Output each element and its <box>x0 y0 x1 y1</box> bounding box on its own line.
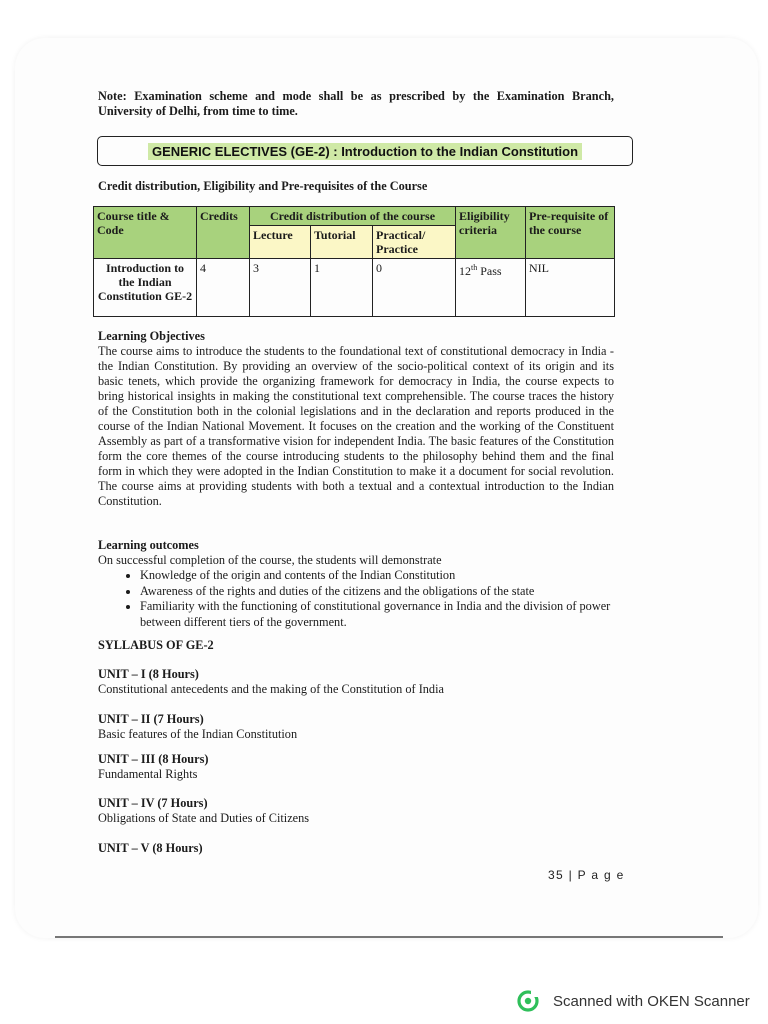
row-lecture: 3 <box>250 259 311 317</box>
header-eligibility: Eligibility criteria <box>456 207 526 259</box>
row-practical: 0 <box>373 259 456 317</box>
unit-title: UNIT – I (8 Hours) <box>98 667 199 681</box>
header-tutorial: Tutorial <box>311 226 373 259</box>
unit-title: UNIT – IV (7 Hours) <box>98 796 208 810</box>
header-prerequisite: Pre-requisite of the course <box>526 207 615 259</box>
ge-title: GENERIC ELECTIVES (GE-2) : Introduction to the Indian Constitution <box>148 143 582 160</box>
ge-title-box <box>97 136 633 166</box>
scan-edge-line <box>55 936 723 938</box>
unit-description: Fundamental Rights <box>98 767 198 781</box>
unit-description: Constitutional antecedents and the making of the Constitution of India <box>98 682 444 696</box>
credit-table <box>93 206 615 317</box>
outcome-item: • Knowledge of the origin and contents of the Indian Constitution <box>140 568 614 584</box>
row-course-title: Introduction to the Indian Constitution GE-2 <box>94 259 197 317</box>
outcome-item: • Awareness of the rights and duties of the citizens and the obligations of the state <box>140 584 614 600</box>
unit-5 <box>98 841 614 856</box>
learning-outcomes-heading: Learning outcomes <box>98 538 199 552</box>
learning-outcomes-section <box>98 538 614 630</box>
unit-description: Obligations of State and Duties of Citizens <box>98 811 310 825</box>
row-prerequisite: NIL <box>526 259 615 317</box>
learning-objectives-heading: Learning Objectives <box>98 329 205 343</box>
row-eligibility <box>456 259 526 317</box>
header-credit-distribution: Credit distribution of the course <box>250 207 456 226</box>
row-tutorial: 1 <box>311 259 373 317</box>
scanner-watermark <box>517 990 750 1012</box>
elig-suffix: th <box>471 263 478 272</box>
header-course-title: Course title & Code <box>94 207 197 259</box>
unit-title: UNIT – V (8 Hours) <box>98 841 203 855</box>
oken-logo-icon <box>517 990 539 1012</box>
page-number: 35 | P a g e <box>548 868 625 882</box>
unit-title: UNIT – III (8 Hours) <box>98 752 209 766</box>
learning-objectives-text: The course aims to introduce the students to the foundational text of constitutional democracy in India - the Indian Constitution. By providing an overview of the socio-political context of its origin and its basic tenets, which provide the organizing framework for democracy in India, the course expects to bring historical insights in making the constitutional text comprehensible. The course traces the history of the Constitution both in the colonial legislations and in the declaration and reports produced in the course of the Indian National Movement. It focuses on the creation and the working of the Constituent Assembly as part of a transformative vision for independent India. The basic features of the Constitution form the core themes of the course introducing students to the philosophy behind them and the final form in which they were adopted in the Indian Constitution to make it a document for social revolution. The course aims at providing students with both a textual and a contextual introduction to the Indian Constitution. <box>98 344 614 508</box>
unit-2 <box>98 712 614 742</box>
header-practical: Practical/ Practice <box>373 226 456 259</box>
credit-heading: Credit distribution, Eligibility and Pre-requisites of the Course <box>98 179 428 193</box>
unit-3 <box>98 752 614 782</box>
learning-outcomes-intro: On successful completion of the course, the students will demonstrate <box>98 553 442 567</box>
elig-number: 12 <box>459 264 471 278</box>
unit-description: Basic features of the Indian Constitution <box>98 727 298 741</box>
row-credits: 4 <box>197 259 250 317</box>
header-credits: Credits <box>197 207 250 259</box>
header-lecture: Lecture <box>250 226 311 259</box>
scanner-text: Scanned with OKEN Scanner <box>553 992 750 1010</box>
unit-title: UNIT – II (7 Hours) <box>98 712 204 726</box>
syllabus-heading: SYLLABUS OF GE-2 <box>98 638 214 652</box>
exam-note: Note: Examination scheme and mode shall be as prescribed by the Examination Branch, University of Delhi, from time to time. <box>98 89 614 118</box>
unit-1 <box>98 667 614 697</box>
outcome-item: • Familiarity with the functioning of constitutional governance in India and the division of power between different tiers of the government. <box>140 599 614 630</box>
elig-rest: Pass <box>477 264 502 278</box>
learning-objectives-section <box>98 329 614 509</box>
unit-4 <box>98 796 614 826</box>
outcomes-list <box>98 568 614 630</box>
